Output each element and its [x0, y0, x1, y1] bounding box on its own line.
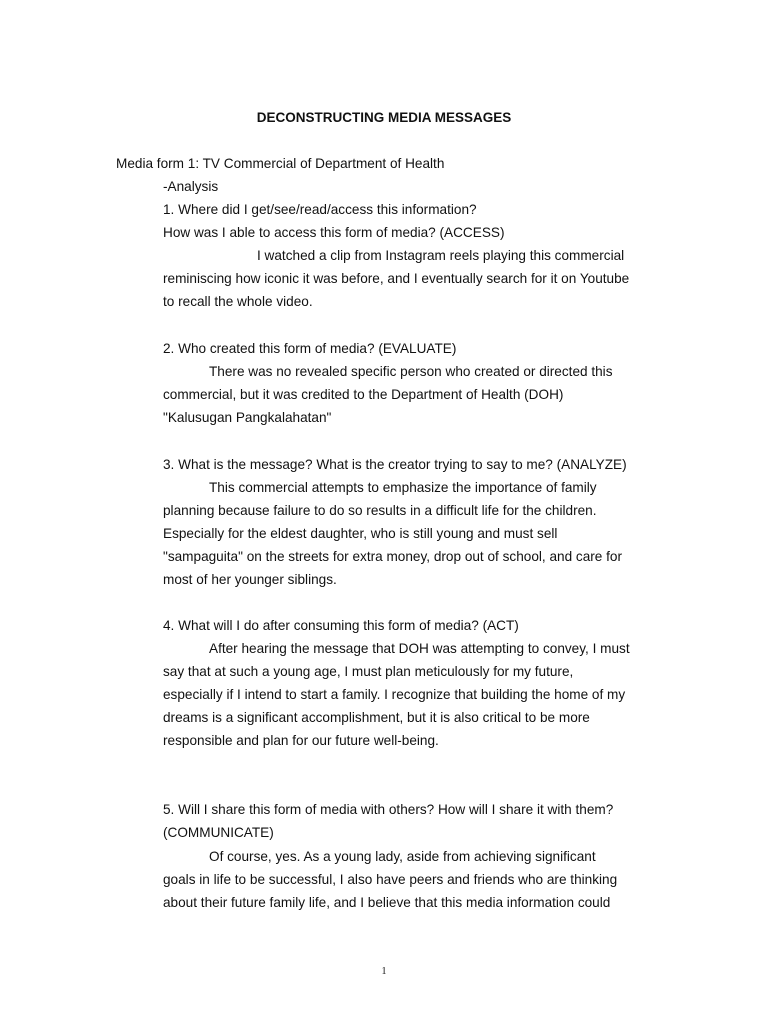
- answer-3-line: "sampaguita" on the streets for extra money, drop out of school, and care for: [163, 549, 622, 564]
- question-5-line-2: (COMMUNICATE): [163, 825, 274, 840]
- question-1-line-2: How was I able to access this form of media? (ACCESS): [163, 225, 505, 240]
- answer-4-line: especially if I intend to start a family. I recognize that building the home of my: [163, 687, 626, 702]
- page-number: 1: [381, 966, 387, 977]
- question-5-line-1: 5. Will I share this form of media with others? How will I share it with them?: [163, 802, 614, 817]
- question-2: 2. Who created this form of media? (EVALUATE): [163, 341, 457, 356]
- answer-1-line: reminiscing how iconic it was before, and I eventually search for it on Youtube: [163, 271, 630, 286]
- answer-4-line: After hearing the message that DOH was attempting to convey, I must: [209, 641, 630, 656]
- answer-4-line: responsible and plan for our future well-being.: [163, 733, 439, 748]
- answer-5-line: goals in life to be successful, I also have peers and friends who are thinking: [163, 872, 618, 887]
- document-title: DECONSTRUCTING MEDIA MESSAGES: [256, 110, 512, 125]
- answer-3-line: This commercial attempts to emphasize the importance of family: [209, 480, 597, 495]
- question-3: 3. What is the message? What is the creator trying to say to me? (ANALYZE): [163, 457, 627, 472]
- answer-2-line: There was no revealed specific person who created or directed this: [209, 364, 613, 379]
- answer-3-line: Especially for the eldest daughter, who is still young and must sell: [163, 526, 558, 541]
- question-1-line-1: 1. Where did I get/see/read/access this information?: [163, 202, 477, 217]
- answer-5-line: about their future family life, and I believe that this media information could: [163, 895, 611, 910]
- answer-2-line: "Kalusugan Pangkalahatan": [163, 410, 332, 425]
- answer-2-line: commercial, but it was credited to the Department of Health (DOH): [163, 387, 564, 402]
- answer-4-line: say that at such a young age, I must plan meticulously for my future,: [163, 664, 574, 679]
- media-form-heading: Media form 1: TV Commercial of Department of Health: [116, 156, 445, 171]
- answer-5-line: Of course, yes. As a young lady, aside from achieving significant: [209, 849, 596, 864]
- answer-1-line: to recall the whole video.: [163, 294, 313, 309]
- answer-1-line: I watched a clip from Instagram reels playing this commercial: [257, 248, 625, 263]
- analysis-label: -Analysis: [163, 179, 219, 194]
- answer-3-line: planning because failure to do so results in a difficult life for the children.: [163, 503, 597, 518]
- answer-4-line: dreams is a significant accomplishment, but it is also critical to be more: [163, 710, 590, 725]
- answer-3-line: most of her younger siblings.: [163, 572, 337, 587]
- question-4: 4. What will I do after consuming this form of media? (ACT): [163, 618, 519, 633]
